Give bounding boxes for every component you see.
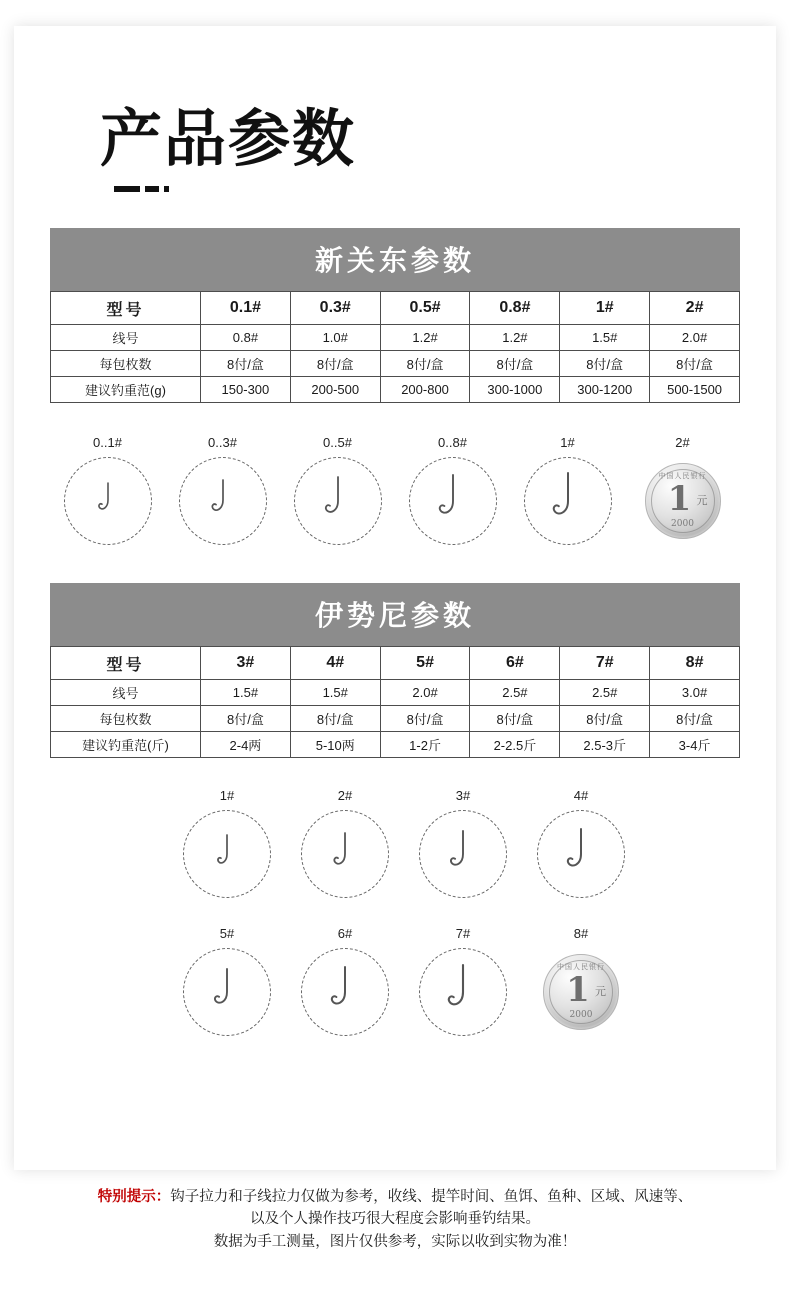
table-cell: 4# bbox=[290, 647, 380, 680]
table-cell: 8付/盒 bbox=[560, 706, 650, 732]
hook-label: 2# bbox=[675, 435, 690, 450]
row-label: 线号 bbox=[51, 325, 201, 351]
table-cell: 0.3# bbox=[290, 292, 380, 325]
table-cell: 1# bbox=[560, 292, 650, 325]
table-cell: 8付/盒 bbox=[560, 351, 650, 377]
hook-item bbox=[522, 788, 640, 898]
table-cell: 300-1200 bbox=[560, 377, 650, 403]
hook-label: 0..5# bbox=[323, 435, 352, 450]
table-cell: 2.5# bbox=[470, 680, 560, 706]
table-cell: 150-300 bbox=[201, 377, 291, 403]
coin-unit: 元 bbox=[595, 986, 606, 998]
table-cell: 8付/盒 bbox=[290, 351, 380, 377]
hook-item bbox=[404, 788, 522, 898]
table-cell: 8付/盒 bbox=[650, 351, 740, 377]
table-cell: 8付/盒 bbox=[650, 706, 740, 732]
hook-label: 7# bbox=[455, 926, 471, 941]
table-row bbox=[51, 647, 740, 680]
table-cell: 200-500 bbox=[290, 377, 380, 403]
fish-hook-icon bbox=[93, 480, 123, 522]
row-label: 线号 bbox=[51, 680, 201, 706]
hook-label: 0..3# bbox=[208, 435, 237, 450]
hook-item bbox=[165, 435, 280, 545]
table-cell: 5# bbox=[380, 647, 470, 680]
table-row bbox=[51, 325, 740, 351]
table-cell: 3.0# bbox=[650, 680, 740, 706]
table-cell: 1.5# bbox=[560, 325, 650, 351]
fish-hook-icon bbox=[446, 828, 480, 880]
fish-hook-icon bbox=[207, 477, 239, 525]
hook-label: 6# bbox=[337, 926, 353, 941]
fish-hook-icon bbox=[327, 964, 363, 1020]
hook-gallery-xinguandong bbox=[50, 435, 740, 545]
table-cell: 8# bbox=[650, 647, 740, 680]
coin-top-text: 中国人民银行 bbox=[557, 964, 605, 971]
table-cell: 0.8# bbox=[470, 292, 560, 325]
title-rule-segment-1 bbox=[114, 186, 140, 192]
coin-reference bbox=[639, 457, 727, 545]
coin-top-text: 中国人民银行 bbox=[658, 473, 707, 480]
hook-label: 0..8# bbox=[438, 435, 467, 450]
table-cell: 8付/盒 bbox=[380, 706, 470, 732]
table-cell: 8付/盒 bbox=[470, 351, 560, 377]
table-cell: 0.8# bbox=[201, 325, 291, 351]
hook-outline-circle bbox=[183, 810, 271, 898]
table-row bbox=[51, 292, 740, 325]
coin-value: 1 bbox=[667, 479, 692, 519]
table-cell: 8付/盒 bbox=[380, 351, 470, 377]
section-yishini bbox=[50, 583, 740, 1036]
hook-outline-circle bbox=[301, 948, 389, 1036]
table-row bbox=[51, 351, 740, 377]
section-heading: 伊势尼参数 bbox=[50, 583, 740, 646]
table-cell: 1.0# bbox=[290, 325, 380, 351]
coin-year: 2000 bbox=[569, 1010, 593, 1020]
footer-line-1 bbox=[0, 1186, 790, 1208]
hook-label: 0..1# bbox=[93, 435, 122, 450]
fish-hook-icon bbox=[329, 830, 361, 878]
table-cell: 8付/盒 bbox=[201, 706, 291, 732]
fish-hook-icon bbox=[549, 470, 587, 532]
hook-outline-circle bbox=[419, 810, 507, 898]
spec-table-yishini bbox=[50, 646, 740, 758]
coin-unit: 元 bbox=[696, 495, 708, 507]
hook-outline-circle bbox=[64, 457, 152, 545]
row-label: 型号 bbox=[51, 292, 201, 325]
hook-outline-circle bbox=[419, 948, 507, 1036]
hook-outline-circle bbox=[301, 810, 389, 898]
product-spec-page bbox=[14, 26, 776, 1170]
hook-outline-circle bbox=[524, 457, 612, 545]
table-cell: 2.5# bbox=[560, 680, 650, 706]
table-cell: 2.5-3斤 bbox=[560, 732, 650, 758]
hook-item bbox=[168, 788, 286, 898]
one-yuan-coin-icon bbox=[543, 954, 619, 1030]
coin-value: 1 bbox=[566, 970, 590, 1010]
hook-outline-circle bbox=[294, 457, 382, 545]
table-row bbox=[51, 706, 740, 732]
footer-text-1: 钩子拉力和子线拉力仅做为参考，收线、提竿时间、鱼饵、鱼种、区域、风速等、 bbox=[170, 1189, 693, 1205]
hook-outline-circle bbox=[183, 948, 271, 1036]
hook-label: 2# bbox=[337, 788, 353, 803]
row-label: 型号 bbox=[51, 647, 201, 680]
hook-gallery-yishini-row1 bbox=[50, 788, 740, 898]
hook-item bbox=[286, 926, 404, 1036]
hook-item bbox=[50, 435, 165, 545]
hook-label: 4# bbox=[573, 788, 589, 803]
table-cell: 3# bbox=[201, 647, 291, 680]
fish-hook-icon bbox=[563, 826, 599, 882]
hook-item bbox=[395, 435, 510, 545]
table-row bbox=[51, 680, 740, 706]
row-label: 建议钓重范(g) bbox=[51, 377, 201, 403]
hook-item bbox=[625, 435, 740, 545]
table-cell: 2.0# bbox=[380, 680, 470, 706]
table-cell: 8付/盒 bbox=[201, 351, 291, 377]
table-cell: 1.2# bbox=[380, 325, 470, 351]
one-yuan-coin-icon bbox=[645, 463, 721, 539]
hook-outline-circle bbox=[409, 457, 497, 545]
footer-notes bbox=[0, 1186, 790, 1253]
table-cell: 8付/盒 bbox=[290, 706, 380, 732]
hook-label: 5# bbox=[219, 926, 235, 941]
table-cell: 2.0# bbox=[650, 325, 740, 351]
table-cell: 5-10两 bbox=[290, 732, 380, 758]
section-xinguandong bbox=[50, 228, 740, 545]
footer-line-2: 以及个人操作技巧很大程度会影响垂钓结果。 bbox=[250, 1211, 540, 1228]
title-rule-segment-3 bbox=[164, 186, 169, 192]
table-row bbox=[51, 377, 740, 403]
table-cell: 2-4两 bbox=[201, 732, 291, 758]
fish-hook-icon bbox=[321, 474, 355, 528]
spec-table-xinguandong bbox=[50, 291, 740, 403]
table-cell: 1.5# bbox=[201, 680, 291, 706]
hook-gallery-yishini-row2 bbox=[50, 926, 740, 1036]
hook-item bbox=[522, 926, 640, 1036]
table-row bbox=[51, 732, 740, 758]
table-cell: 2-2.5斤 bbox=[470, 732, 560, 758]
table-cell: 0.5# bbox=[380, 292, 470, 325]
hook-label: 1# bbox=[219, 788, 235, 803]
hook-outline-circle bbox=[179, 457, 267, 545]
table-cell: 200-800 bbox=[380, 377, 470, 403]
special-tip-label: 特别提示： bbox=[97, 1189, 171, 1205]
hook-label: 1# bbox=[560, 435, 575, 450]
fish-hook-icon bbox=[444, 962, 482, 1022]
table-cell: 0.1# bbox=[201, 292, 291, 325]
fish-hook-icon bbox=[210, 966, 244, 1018]
table-cell: 6# bbox=[470, 647, 560, 680]
footer-line-3: 数据为手工测量，图片仅供参考，实际以收到实物为准！ bbox=[213, 1233, 577, 1250]
hook-item bbox=[168, 926, 286, 1036]
table-cell: 1-2斤 bbox=[380, 732, 470, 758]
hook-item bbox=[404, 926, 522, 1036]
section-heading: 新关东参数 bbox=[50, 228, 740, 291]
table-cell: 3-4斤 bbox=[650, 732, 740, 758]
fish-hook-icon bbox=[435, 472, 471, 530]
coin-reference bbox=[537, 948, 625, 1036]
hook-item bbox=[286, 788, 404, 898]
row-label: 每包枚数 bbox=[51, 351, 201, 377]
hook-label: 3# bbox=[455, 788, 471, 803]
title-rule-segment-2 bbox=[145, 186, 159, 192]
table-cell: 300-1000 bbox=[470, 377, 560, 403]
hook-item bbox=[510, 435, 625, 545]
table-cell: 1.5# bbox=[290, 680, 380, 706]
row-label: 每包枚数 bbox=[51, 706, 201, 732]
table-cell: 500-1500 bbox=[650, 377, 740, 403]
hook-label: 8# bbox=[573, 926, 589, 941]
coin-year: 2000 bbox=[671, 519, 694, 529]
table-cell: 7# bbox=[560, 647, 650, 680]
row-label: 建议钓重范(斤) bbox=[51, 732, 201, 758]
table-cell: 2# bbox=[650, 292, 740, 325]
table-cell: 8付/盒 bbox=[470, 706, 560, 732]
hook-outline-circle bbox=[537, 810, 625, 898]
title-underline bbox=[114, 186, 776, 192]
page-title: 产品参数 bbox=[100, 102, 357, 175]
hook-item bbox=[280, 435, 395, 545]
table-cell: 1.2# bbox=[470, 325, 560, 351]
fish-hook-icon bbox=[212, 832, 242, 876]
